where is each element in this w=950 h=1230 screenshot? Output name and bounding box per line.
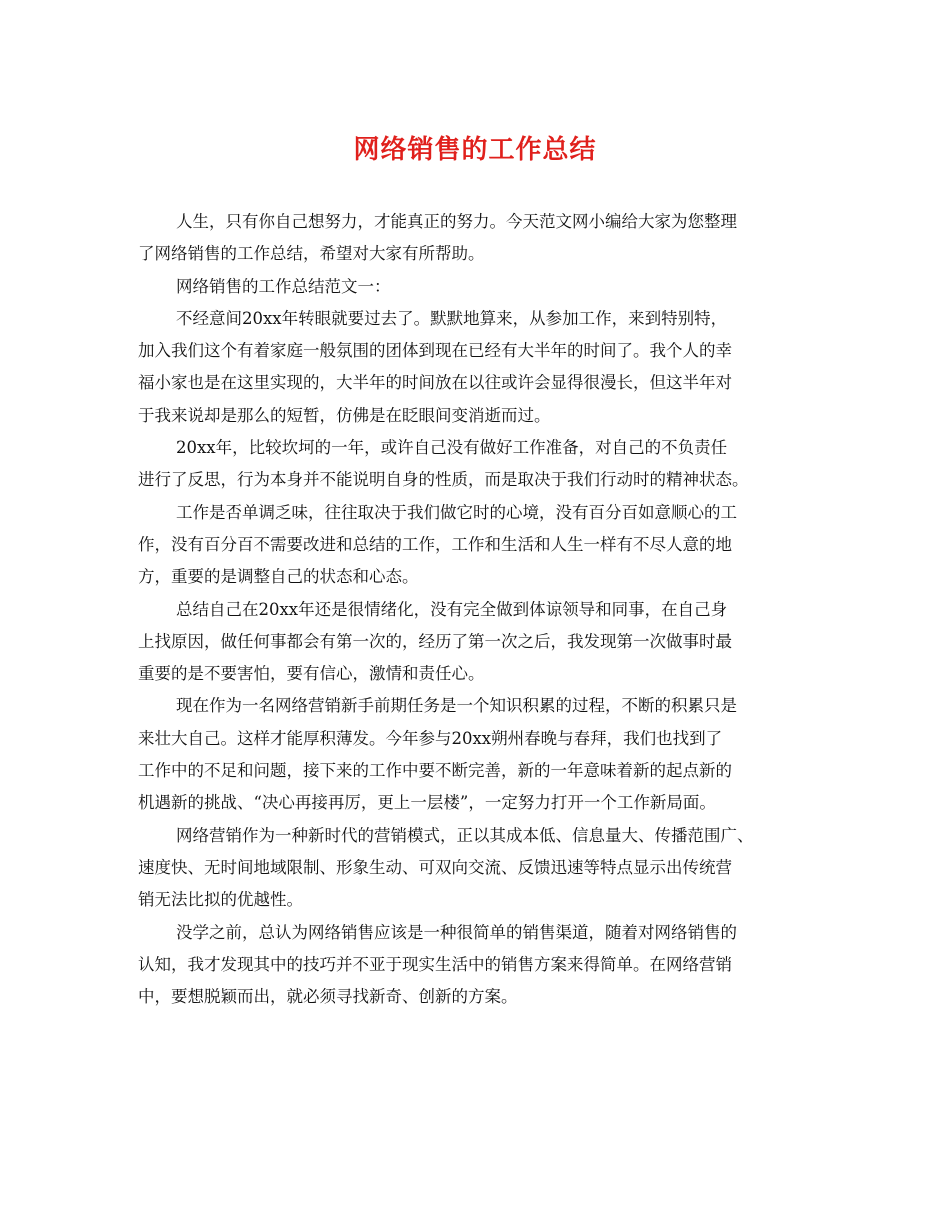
text-line: 网络营销作为一种新时代的营销模式，正以其成本低、信息量大、传播范围广、 (176, 825, 754, 845)
text-line: 中，要想脱颖而出，就必须寻找新奇、创新的方案。 (138, 987, 518, 1007)
text-line: 工作中的不足和问题，接下来的工作中要不断完善，新的一年意味着新的起点新的 (138, 761, 732, 781)
text-line: 20xx年，比较坎坷的一年，或许自己没有做好工作准备，对自己的不负责任 (176, 438, 728, 458)
document-body (138, 206, 822, 1013)
text-line: 工作是否单调乏味，往往取决于我们做它时的心境，没有百分百如意顺心的工 (176, 502, 737, 522)
text-line: 没学之前，总认为网络销售应该是一种很简单的销售渠道，随着对网络销售的 (176, 922, 737, 942)
text-line: 人生，只有你自己想努力，才能真正的努力。今天范文网小编给大家为您整理 (176, 212, 737, 231)
text-line: 作，没有百分百不需要改进和总结的工作，工作和生活和人生一样有不尽人意的地 (138, 534, 732, 554)
text-line: 了网络销售的工作总结，希望对大家有所帮助。 (138, 244, 485, 264)
text-line: 加入我们这个有着家庭一般氛围的团体到现在已经有大半年的时间了。我个人的幸 (138, 341, 732, 361)
text-line: 方，重要的是调整自己的状态和心态。 (138, 567, 419, 587)
text-line: 于我来说却是那么的短暂，仿佛是在眨眼间变消逝而过。 (138, 405, 551, 425)
text-line: 总结自己在20xx年还是很情绪化，没有完全做到体谅领导和同事，在自己身 (176, 599, 728, 619)
text-line: 重要的是不要害怕，要有信心，激情和责任心。 (138, 664, 485, 684)
text-line: 进行了反思，行为本身并不能说明自身的性质，而是取决于我们行动时的精神状态。 (138, 470, 749, 490)
text-line: 销无法比拟的优越性。 (138, 890, 303, 910)
text-line: 来壮大自己。这样才能厚积薄发。今年参与20xx朔州春晚与春拜，我们也找到了 (138, 728, 723, 748)
text-line: 现在作为一名网络营销新手前期任务是一个知识积累的过程，不断的积累只是 (176, 696, 737, 716)
text-line: 机遇新的挑战、“决心再接再厉，更上一层楼”，一定努力打开一个工作新局面。 (138, 793, 716, 813)
text-line: 福小家也是在这里实现的，大半年的时间放在以往或许会显得很漫长，但这半年对 (138, 373, 732, 393)
page-title: 网络销售的工作总结 (353, 135, 597, 165)
text-line: 速度快、无时间地域限制、形象生动、可双向交流、反馈迅速等特点显示出传统营 (138, 857, 732, 877)
text-line: 不经意间20xx年转眼就要过去了。默默地算来，从参加工作，来到特别特， (176, 308, 728, 328)
text-line: 网络销售的工作总结范文一： (176, 276, 391, 296)
text-line: 认知，我才发现其中的技巧并不亚于现实生活中的销售方案来得简单。在网络营销 (138, 954, 732, 974)
text-line: 上找原因，做任何事都会有第一次的，经历了第一次之后，我发现第一次做事时最 (138, 631, 732, 651)
